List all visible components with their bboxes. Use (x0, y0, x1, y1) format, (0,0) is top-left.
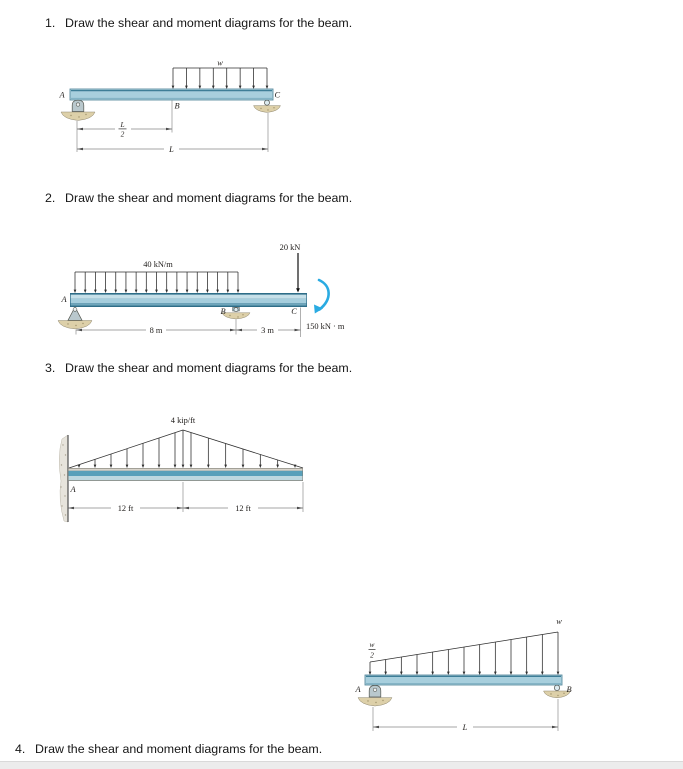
load-label-w: w (217, 58, 223, 68)
dimension-l-over-2 (77, 120, 172, 139)
dim-l2-denominator: 2 (120, 129, 125, 139)
roller-support-c (254, 100, 281, 112)
label-b: B (220, 307, 226, 316)
roller-support-b (222, 307, 250, 319)
label-b: B (566, 685, 572, 694)
label-a: A (61, 295, 67, 304)
beam (70, 293, 307, 307)
load-min-numerator: w (369, 640, 375, 649)
dim-l2-numerator: L (120, 119, 125, 129)
dim-3m-label: 3 m (261, 326, 274, 335)
point-load-label: 20 kN (279, 243, 301, 252)
problem-1-statement (45, 16, 352, 31)
dimension-12ft-left (68, 504, 183, 513)
label-c: C (291, 307, 297, 316)
distributed-load-40knm (74, 260, 240, 293)
problem-2-beam-diagram (55, 230, 377, 342)
problem-4-number: 4. (15, 742, 26, 756)
pin-support-a (358, 685, 392, 706)
load-label: 4 kip/ft (170, 416, 196, 425)
load-label: 40 kN/m (143, 260, 173, 269)
dimension-3m (236, 326, 301, 335)
moment-label: 150 kN · m (306, 322, 345, 331)
dimension-l (77, 145, 268, 154)
beam (365, 675, 562, 685)
problem-4-beam-diagram (345, 600, 680, 740)
problem-2-statement (45, 191, 352, 206)
problem-4-text: Draw the shear and moment diagrams for the beam. (35, 742, 323, 756)
problem-3-number: 3. (45, 361, 56, 375)
problem-2-number: 2. (45, 191, 56, 205)
dimension-12ft-right (183, 504, 303, 513)
problem-3-beam-diagram (55, 395, 335, 525)
problem-3-text: Draw the shear and moment diagrams for the beam. (65, 361, 353, 375)
load-min-denominator: 2 (370, 650, 374, 660)
trapezoidal-load (369, 617, 563, 675)
moment-arrow (306, 280, 345, 331)
problem-2-text: Draw the shear and moment diagrams for the beam. (65, 191, 353, 205)
label-b: B (174, 101, 180, 111)
dim-12ft-left-label: 12 ft (117, 504, 134, 513)
dim-l-label: L (169, 144, 174, 154)
beam (68, 468, 303, 481)
label-a: A (70, 485, 76, 494)
problem-4-statement (15, 742, 322, 757)
problem-3-statement (45, 361, 352, 376)
triangular-load (69, 416, 303, 468)
dimension-l (373, 723, 558, 732)
dimension-8m (76, 326, 236, 335)
dim-12ft-right-label: 12 ft (235, 504, 251, 513)
problem-1-text: Draw the shear and moment diagrams for the beam. (65, 16, 353, 30)
label-a: A (355, 685, 361, 694)
label-a: A (59, 90, 65, 100)
beam (70, 89, 273, 100)
dim-8m-label: 8 m (149, 326, 163, 335)
dim-l-label: L (462, 723, 468, 732)
problem-1-number: 1. (45, 16, 56, 30)
point-load-20kn (280, 243, 301, 293)
label-c: C (274, 90, 281, 100)
problem-1-beam-diagram (55, 55, 305, 167)
pin-support-a (61, 100, 95, 120)
fixed-support-wall (59, 435, 68, 522)
load-max-label: w (556, 617, 562, 626)
pin-support-a (58, 307, 92, 329)
distributed-load-w (172, 59, 269, 90)
